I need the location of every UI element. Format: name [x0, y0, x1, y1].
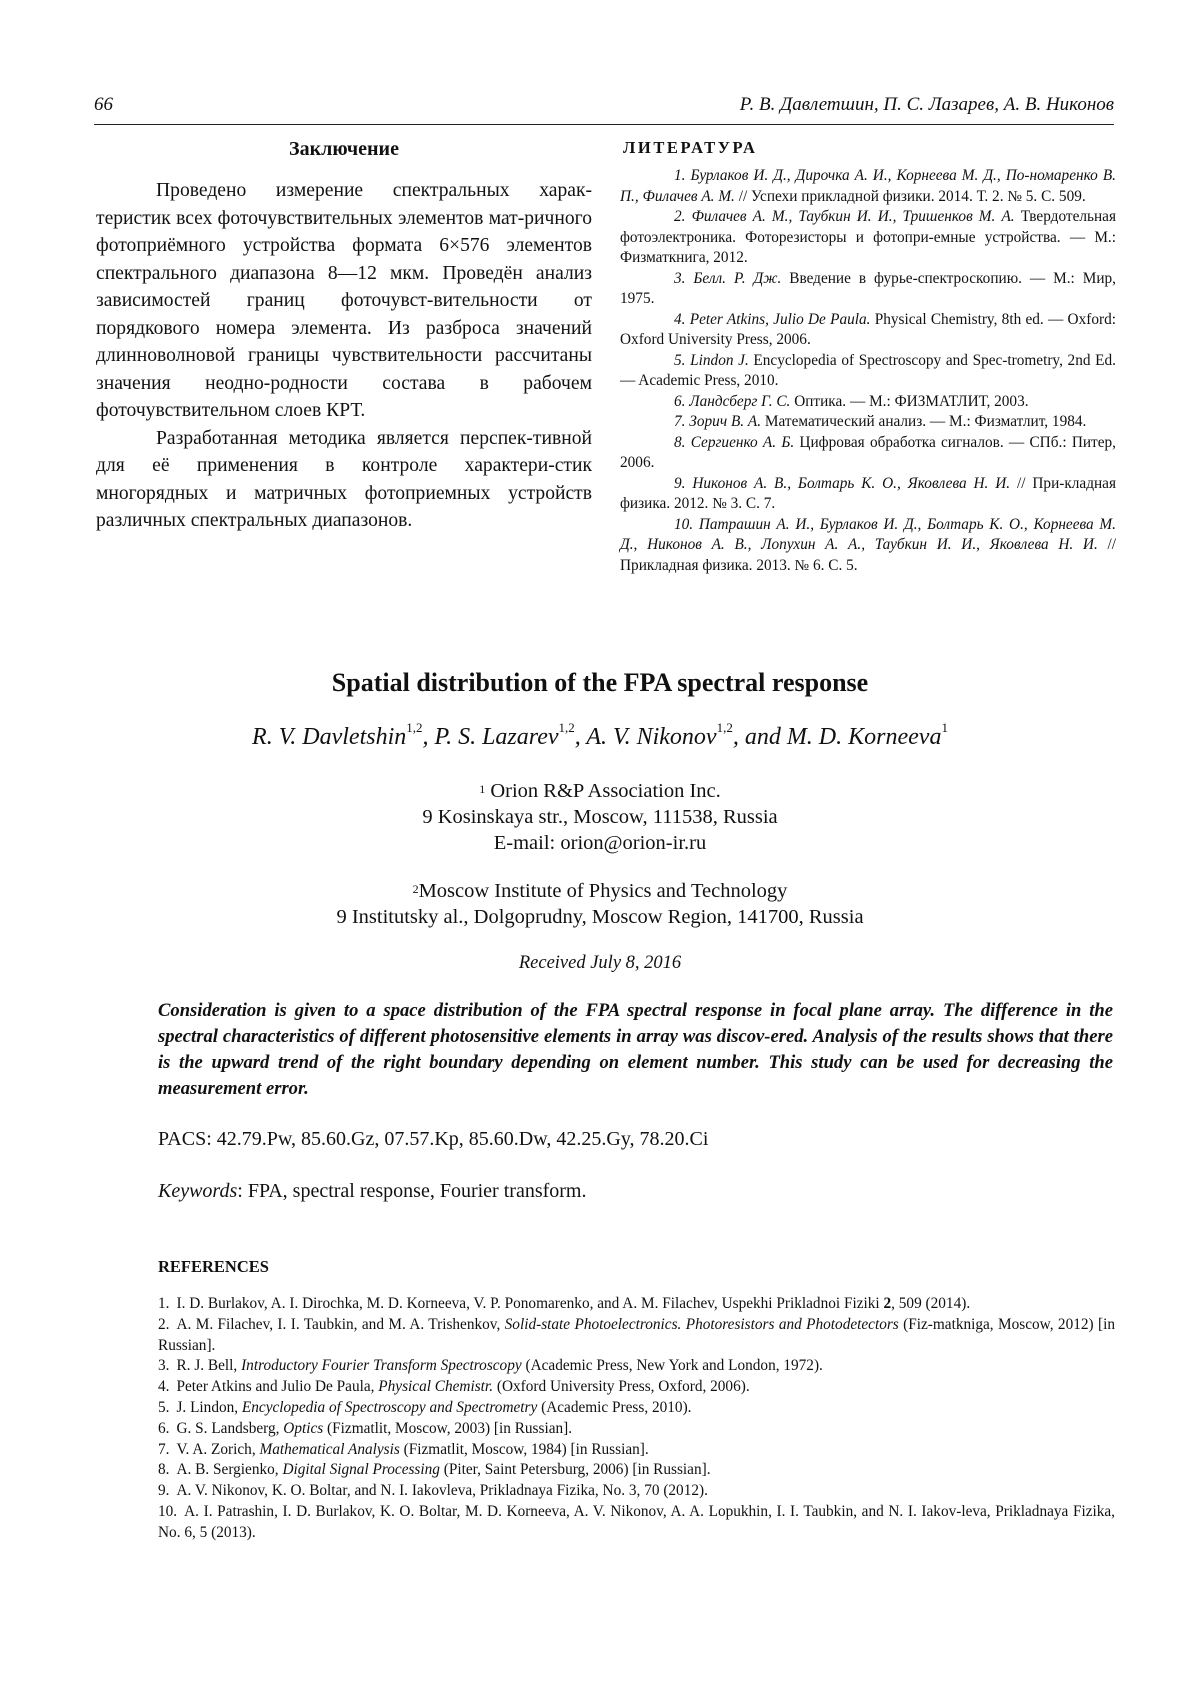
reference-item: [158, 1481, 1115, 1502]
literature-item-source: // Успехи прикладной физики. 2014. Т. 2. № 5. С. 509.: [734, 187, 1086, 205]
reference-text: (Academic Press, New York and London, 1972).: [521, 1357, 823, 1375]
affiliation-2-address: 9 Institutsky al., Dolgoprudny, Moscow Region, 141700, Russia: [336, 906, 864, 928]
reference-text: 2: [883, 1295, 892, 1312]
affiliation-1-marker: 1: [479, 782, 486, 796]
english-authors: [0, 720, 1200, 751]
affiliation-2-marker: 2: [412, 882, 419, 896]
reference-number: 3.: [158, 1357, 170, 1375]
reference-number: 5.: [158, 1398, 170, 1416]
literature-item-authors: 3. Белл. Р. Дж.: [674, 269, 782, 287]
literature-list: [620, 166, 1116, 576]
literature-item-source: Physical Chemistry, 8th ed. — Oxford: Oxford University Press, 2006.: [620, 310, 1116, 348]
literature-item: [620, 392, 1116, 413]
conclusion-title: Заключение: [289, 138, 399, 160]
literature-item-source: Введение в фурье-спектроскопию. — М.: Мир, 1975.: [620, 269, 1116, 307]
author-name: R. V. Davletshin: [252, 724, 407, 750]
reference-text: Introductory Fourier Transform Spectroscopy: [241, 1357, 522, 1375]
references-list: [158, 1294, 1115, 1544]
literature-item-source: Цифровая обработка сигналов. — СПб.: Питер, 2006.: [620, 433, 1116, 471]
literature-item: [620, 412, 1116, 433]
affiliation-2-org: Moscow Institute of Physics and Technology: [418, 880, 788, 902]
reference-number: 8.: [158, 1461, 170, 1479]
affiliation-1: [0, 778, 1200, 856]
conclusion-paragraph: Разработанная методика является перспек-тивной для её применения в контроле характери-стик многорядных и матричных фотоприемных устройств различных спектральных диапазонов.: [96, 427, 592, 531]
literature-item-authors: 8. Сергиенко А. Б.: [674, 433, 795, 451]
english-title: Spatial distribution of the FPA spectral response: [331, 668, 869, 697]
literature-item-authors: 7. Зорич В. А.: [674, 413, 762, 430]
literature-item-authors: 4. Peter Atkins, Julio De Paula.: [674, 310, 871, 328]
literature-section: [620, 138, 1116, 576]
conclusion-section: [96, 138, 592, 535]
literature-item-source: Математический анализ. — М.: Физматлит, 1984.: [761, 413, 1087, 430]
reference-item: [158, 1460, 1115, 1481]
reference-number: 6.: [158, 1419, 170, 1437]
reference-number: 4.: [158, 1378, 170, 1396]
literature-item-authors: 2. Филачев А. М., Таубкин И. И., Тришенков М. А.: [674, 208, 1015, 225]
author-affiliation-marker: 1,2: [716, 720, 733, 735]
reference-number: 2.: [158, 1315, 170, 1333]
pacs-codes: PACS: 42.79.Pw, 85.60.Gz, 07.57.Kp, 85.60.Dw, 42.25.Gy, 78.20.Ci: [158, 1128, 709, 1150]
literature-item-source: // При-кладная физика. 2012. № 3. С. 7.: [620, 474, 1117, 512]
literature-item: [620, 310, 1116, 351]
literature-item-authors: 5. Lindon J.: [674, 351, 749, 369]
reference-text: A. B. Sergienko,: [176, 1461, 283, 1479]
literature-item: [620, 207, 1116, 269]
author-separator: , and: [732, 724, 787, 750]
literature-item: [620, 515, 1116, 577]
literature-item: [620, 474, 1116, 515]
author-affiliation-marker: 1,2: [558, 720, 575, 735]
literature-title: ЛИТЕРАТУРА: [623, 138, 758, 157]
conclusion-paragraph: Проведено измерение спектральных харак-теристик всех фоточувствительных элементов мат-ричного фотоприёмного устройства формата 6×576 элементов спектрального диапазона 8—12 мкм. Проведён анализ зависимостей границ фоточувст-вительности от порядкового номера элемента. Из разброса значений длинноволновой границы чувствительности рассчитаны значения неодно-родности состава в рабочем фоточувствительном слоев КРТ.: [96, 180, 592, 421]
reference-text: G. S. Landsberg,: [176, 1419, 284, 1437]
reference-text: (Fizmatlit, Moscow, 2003) [in Russian].: [323, 1419, 573, 1437]
page-header: [94, 90, 1114, 125]
reference-text: R. J. Bell,: [176, 1357, 242, 1375]
author-separator: ,: [422, 724, 435, 750]
keywords-label: Keywords: [158, 1180, 238, 1202]
literature-item: [620, 433, 1116, 474]
reference-number: 9.: [158, 1482, 170, 1500]
affiliation-2: [0, 878, 1200, 930]
reference-item: [158, 1315, 1115, 1357]
literature-item: [620, 166, 1116, 207]
reference-text: A. V. Nikonov, K. O. Boltar, and N. I. Iakovleva, Prikladnaya Fizika, No. 3, 70 (2012).: [176, 1482, 708, 1500]
reference-text: Digital Signal Processing: [282, 1461, 440, 1479]
reference-text: (Piter, Saint Petersburg, 2006) [in Russian].: [439, 1461, 711, 1479]
reference-text: J. Lindon,: [176, 1398, 242, 1416]
reference-item: [158, 1440, 1115, 1461]
reference-text: I. D. Burlakov, A. I. Dirochka, M. D. Korneeva, V. P. Ponomarenko, and A. M. Filachev, Uspekhi Prikladnoi Fiziki: [176, 1295, 884, 1312]
reference-text: (Fizmatlit, Moscow, 1984) [in Russian].: [399, 1440, 649, 1458]
literature-item: [620, 269, 1116, 310]
affiliation-1-email: E-mail: orion@orion-ir.ru: [493, 832, 707, 854]
received-date: Received July 8, 2016: [518, 953, 682, 973]
reference-text: A. M. Filachev, I. I. Taubkin, and M. A. Trishenkov,: [176, 1315, 505, 1333]
reference-text: Mathematical Analysis: [259, 1440, 400, 1458]
reference-text: (Oxford University Press, Oxford, 2006).: [493, 1378, 750, 1396]
literature-item-source: Оптика. — М.: ФИЗМАТЛИТ, 2003.: [790, 392, 1029, 410]
reference-item: [158, 1502, 1115, 1544]
reference-number: 7.: [158, 1440, 170, 1458]
author-name: P. S. Lazarev: [434, 724, 559, 750]
reference-item: [158, 1356, 1115, 1377]
affiliation-1-address: 9 Kosinskaya str., Moscow, 111538, Russia: [422, 806, 778, 828]
literature-item-authors: 9. Никонов А. В., Болтарь К. О., Яковлева Н. И.: [674, 474, 1011, 492]
author-separator: ,: [574, 724, 587, 750]
reference-text: (Fiz-matkniga, Moscow, 2012) [in Russian].: [158, 1315, 1115, 1354]
references-title: REFERENCES: [158, 1257, 269, 1276]
running-head: Р. В. Давлетшин, П. С. Лазарев, А. В. Никонов: [739, 94, 1114, 115]
keywords: [158, 1180, 1113, 1203]
literature-item-authors: 10. Патрашин А. И., Бурлаков И. Д., Болтарь К. О., Корнеева М. Д., Никонов А. В., Лопухин А. А., Таубкин И. И., Яковлева Н. И.: [620, 515, 1116, 553]
reference-text: Optics: [283, 1419, 324, 1437]
abstract: Consideration is given to a space distribution of the FPA spectral response in focal plane array. The difference in the spectral characteristics of different photosensitive elements in array was discov-ered. Analysis of the results shows that there is the upward trend of the right boundary depending on element number. This study can be used for decreasing the measurement error.: [158, 1000, 1113, 1099]
reference-text: Peter Atkins and Julio De Paula,: [176, 1378, 379, 1396]
reference-item: [158, 1419, 1115, 1440]
reference-item: [158, 1377, 1115, 1398]
reference-text: , 509 (2014).: [891, 1295, 971, 1312]
reference-number: 1.: [158, 1295, 170, 1312]
reference-text: Solid-state Photoelectronics. Photoresistors and Photodetectors: [504, 1315, 899, 1333]
author-name: A. V. Nikonov: [586, 724, 717, 750]
reference-text: (Academic Press, 2010).: [537, 1398, 692, 1416]
reference-text: A. I. Patrashin, I. D. Burlakov, K. O. Boltar, M. D. Korneeva, A. V. Nikonov, A. A. Lopukhin, I. I. Taubkin, and N. I. Iakov-leva, Prikladnaya Fizika, No. 6, 5 (2013).: [158, 1502, 1115, 1541]
reference-number: 10.: [158, 1502, 178, 1520]
reference-item: [158, 1294, 1115, 1315]
literature-item-source: // Прикладная физика. 2013. № 6. С. 5.: [620, 536, 1117, 574]
literature-item: [620, 351, 1116, 392]
affiliation-1-org: Orion R&P Association Inc.: [490, 780, 721, 802]
author-affiliation-marker: 1,2: [406, 720, 423, 735]
author-name: M. D. Korneeva: [786, 724, 942, 750]
literature-item-authors: 1. Бурлаков И. Д., Дирочка А. И., Корнеева М. Д., По-номаренко В. П., Филачев А. М.: [620, 167, 1116, 205]
page-number: 66: [94, 94, 113, 115]
reference-text: V. A. Zorich,: [176, 1440, 260, 1458]
reference-text: Physical Chemistr.: [378, 1378, 494, 1396]
literature-item-authors: 6. Ландсберг Г. С.: [674, 392, 791, 410]
literature-item-source: Твердотельная фотоэлектроника. Фоторезисторы и фотопри-емные устройства. — М.: Физматкнига, 2012.: [620, 208, 1116, 266]
keywords-text: : FPA, spectral response, Fourier transform.: [237, 1180, 587, 1202]
author-affiliation-marker: 1: [941, 720, 948, 735]
reference-item: [158, 1398, 1115, 1419]
reference-text: Encyclopedia of Spectroscopy and Spectrometry: [241, 1398, 538, 1416]
literature-item-source: Encyclopedia of Spectroscopy and Spec-trometry, 2nd Ed. — Academic Press, 2010.: [620, 351, 1116, 389]
